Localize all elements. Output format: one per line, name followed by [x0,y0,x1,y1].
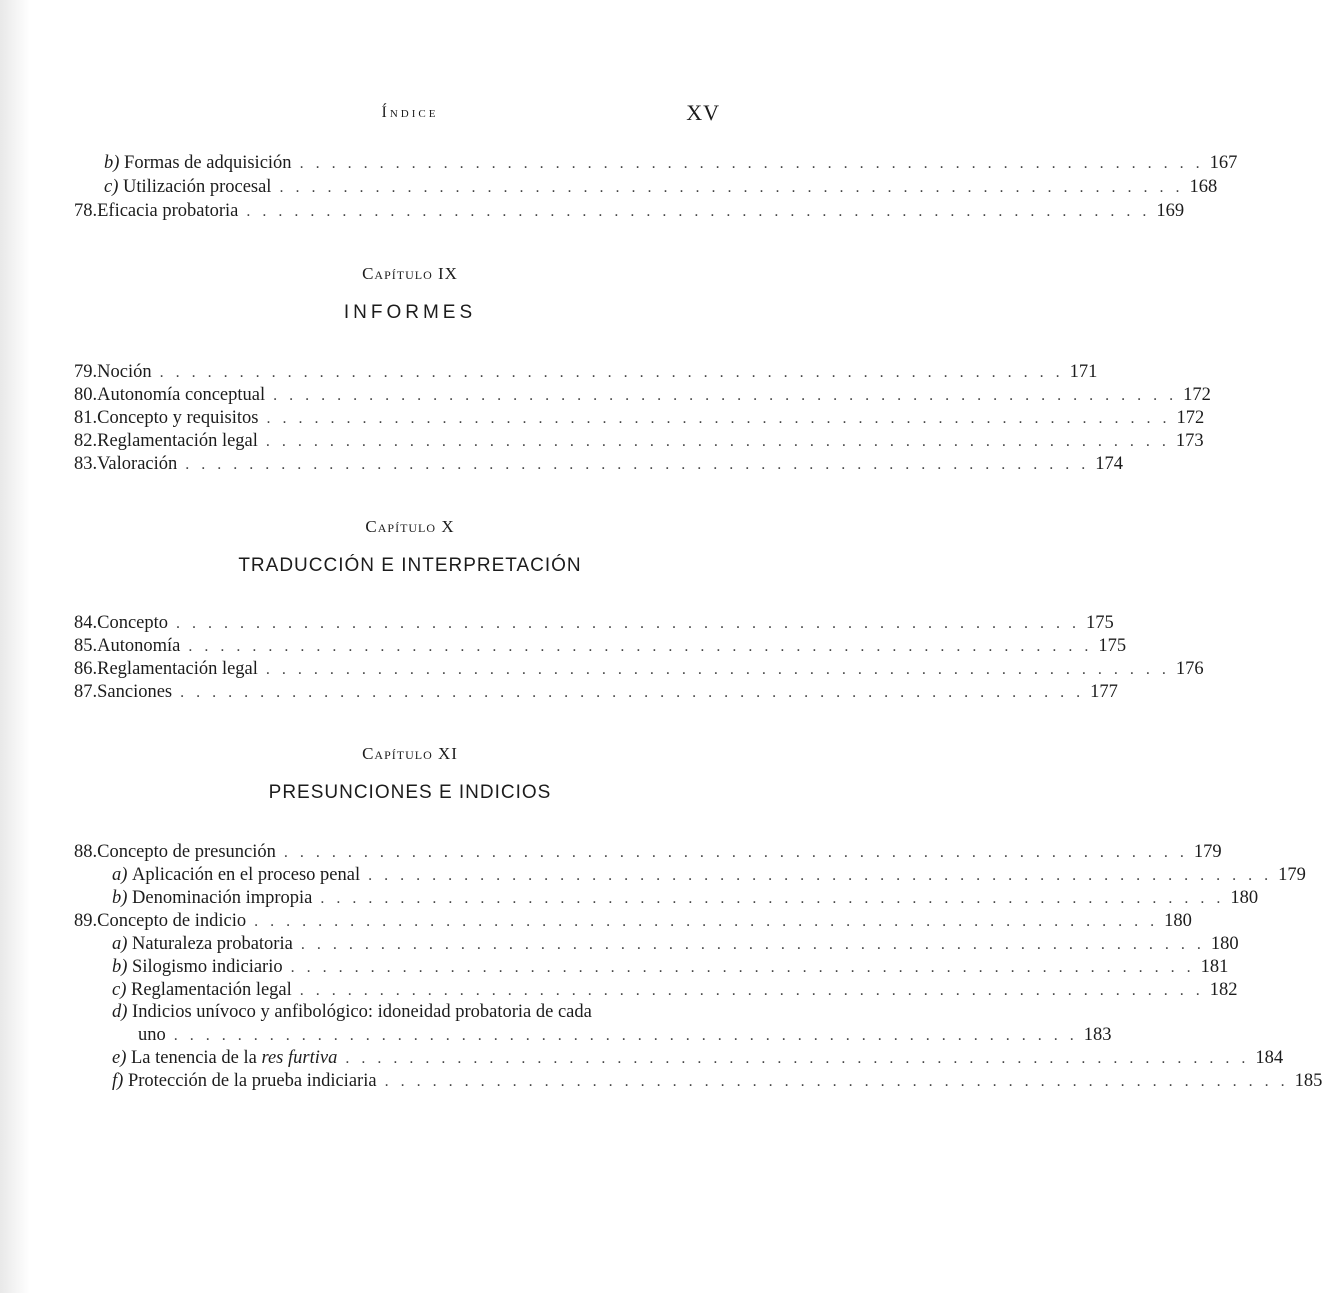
entry-text: Noción [97,362,152,382]
dot-leader: . . . . . . . . . . . . . . . . . . . . . . . . . . . . . . . . . . . . . . . . . . . . . . . . . . . . . . . . . [254,913,1159,930]
entry-text-italic: res furtiva [261,1048,338,1068]
dot-leader: . . . . . . . . . . . . . . . . . . . . . . . . . . . . . . . . . . . . . . . . . . . . . . . . . . . . . . . . . [265,661,1170,678]
entry-number: 82. [74,431,98,451]
entry-page: 179 [1278,865,1306,885]
dot-leader: . . . . . . . . . . . . . . . . . . . . . . . . . . . . . . . . . . . . . . . . . . . . . . . . . . . . . . . . . [188,638,1093,655]
dot-leader: . . . . . . . . . . . . . . . . . . . . . . . . . . . . . . . . . . . . . . . . . . . . . . . . . . . . . . . . . [185,456,1090,473]
dot-leader: . . . . . . . . . . . . . . . . . . . . . . . . . . . . . . . . . . . . . . . . . . . . . . . . . . . . . . . . . [299,982,1204,999]
dot-leader: . . . . . . . . . . . . . . . . . . . . . . . . . . . . . . . . . . . . . . . . . . . . . . . . . . . . . . . . . [283,844,1188,861]
entry-number: 78. [74,201,98,221]
entry-text: Autonomía [97,636,181,656]
chapter-label: Capítulo [365,517,437,536]
entry-text: Concepto de presunción [97,842,276,862]
toc-entry [112,1046,1284,1070]
entry-number: 81. [74,408,98,428]
entry-text: Concepto y requisitos [97,408,259,428]
dot-leader: . . . . . . . . . . . . . . . . . . . . . . . . . . . . . . . . . . . . . . . . . . . . . . . . . . . . . . . . . [279,179,1184,196]
toc-entry [74,199,1185,223]
entry-page: 180 [1164,911,1192,931]
entry-text: Valoración [97,454,178,474]
entry-page: 184 [1255,1048,1284,1068]
entry-text: Indicios unívoco y anfibológico: idoneidad probatoria de cada [132,1002,592,1022]
chapter-heading [0,744,820,764]
toc-entry [74,383,1211,407]
entry-text: Eficacia probatoria [97,201,239,221]
chapter-label: Capítulo [362,744,433,763]
entry-text: Reglamentación legal [97,659,258,679]
entry-text: Naturaleza probatoria [132,934,293,954]
entry-page: 177 [1090,682,1118,702]
entry-page: 180 [1210,934,1239,954]
toc-entry [138,1023,1112,1047]
entry-page: 175 [1098,636,1127,656]
entry-number: 87. [74,682,98,702]
toc-entry [74,429,1204,453]
entry-page: 174 [1095,454,1124,474]
toc-entry [74,611,1114,635]
entry-page: 167 [1209,153,1238,173]
chapter-label: Capítulo [362,264,433,283]
dot-leader: . . . . . . . . . . . . . . . . . . . . . . . . . . . . . . . . . . . . . . . . . . . . . . . . . . . . . . . . . [273,387,1178,404]
dot-leader: . . . . . . . . . . . . . . . . . . . . . . . . . . . . . . . . . . . . . . . . . . . . . . . . . . . . . . . . . [299,155,1204,172]
toc-entry [104,175,1218,199]
entry-number: 89. [74,911,98,931]
dot-leader: . . . . . . . . . . . . . . . . . . . . . . . . . . . . . . . . . . . . . . . . . . . . . . . . . . . . . . . . . [265,433,1170,450]
dot-leader: . . . . . . . . . . . . . . . . . . . . . . . . . . . . . . . . . . . . . . . . . . . . . . . . . . . . . . . . . [300,936,1205,953]
entry-letter: a) [112,934,128,954]
entry-letter: f) [112,1071,124,1091]
dot-leader: . . . . . . . . . . . . . . . . . . . . . . . . . . . . . . . . . . . . . . . . . . . . . . . . . . . . . . . . . [384,1073,1289,1090]
entry-text: Reglamentación legal [131,980,292,1000]
toc-entry [74,680,1118,704]
entry-text: Autonomía conceptual [97,385,266,405]
entry-page: 173 [1175,431,1204,451]
toc-entry [74,406,1205,430]
running-head-title: Índice [381,104,439,121]
entry-text: Sanciones [97,682,173,702]
entry-text: Concepto de indicio [97,911,247,931]
entry-page: 183 [1083,1025,1112,1045]
chapter-title: PRESUNCIONES E INDICIOS [268,782,552,803]
chapter-heading [0,517,820,537]
entry-number: 84. [74,613,98,633]
dot-leader: . . . . . . . . . . . . . . . . . . . . . . . . . . . . . . . . . . . . . . . . . . . . . . . . . . . . . . . . . [173,1027,1078,1044]
toc-entry [74,360,1098,384]
entry-letter: e) [112,1048,127,1068]
toc-entry [112,955,1229,979]
entry-text: Silogismo indiciario [132,957,283,977]
chapter-title: INFORMES [343,302,477,323]
toc-entry [112,863,1306,887]
entry-page: 169 [1156,201,1185,221]
chapter-roman: X [441,517,455,536]
entry-number: 83. [74,454,98,474]
running-head [0,100,820,130]
dot-leader: . . . . . . . . . . . . . . . . . . . . . . . . . . . . . . . . . . . . . . . . . . . . . . . . . . . . . . . . . [320,890,1225,907]
entry-page: 175 [1086,613,1114,633]
dot-leader: . . . . . . . . . . . . . . . . . . . . . . . . . . . . . . . . . . . . . . . . . . . . . . . . . . . . . . . . . [159,364,1064,381]
entry-number: 79. [74,362,98,382]
page-edge-shadow [0,0,30,1293]
entry-letter: b) [112,957,128,977]
entry-number: 86. [74,659,98,679]
entry-page: 171 [1069,362,1098,382]
entry-text: Reglamentación legal [97,431,258,451]
entry-letter: b) [104,153,120,173]
entry-page: 182 [1209,980,1238,1000]
entry-page: 172 [1183,385,1211,405]
chapter-roman: IX [437,264,458,283]
entry-text: Denominación impropia [132,888,313,908]
chapter-title: TRADUCCIÓN E INTERPRETACIÓN [238,555,582,576]
running-head-page-number: XV [686,100,720,125]
entry-letter: c) [112,980,127,1000]
entry-text: La tenencia de la [131,1048,257,1068]
entry-number: 80. [74,385,98,405]
dot-leader: . . . . . . . . . . . . . . . . . . . . . . . . . . . . . . . . . . . . . . . . . . . . . . . . . . . . . . . . . [180,684,1085,701]
entry-text: Protección de la prueba indiciaria [127,1071,377,1091]
chapter-roman: XI [437,744,458,763]
entry-page: 172 [1176,408,1205,428]
toc-entry [112,1069,1322,1093]
entry-text: Concepto [97,613,169,633]
toc-entry [74,657,1204,681]
entry-letter: a) [112,865,128,885]
entry-letter: c) [104,177,119,197]
chapter-heading [0,264,820,284]
toc-entry [74,634,1127,658]
entry-number: 88. [74,842,98,862]
entry-text: Aplicación en el proceso penal [132,865,361,885]
dot-leader: . . . . . . . . . . . . . . . . . . . . . . . . . . . . . . . . . . . . . . . . . . . . . . . . . . . . . . . . . [266,410,1171,427]
dot-leader: . . . . . . . . . . . . . . . . . . . . . . . . . . . . . . . . . . . . . . . . . . . . . . . . . . . . . . . . . [246,203,1151,220]
toc-entry [112,932,1239,956]
toc-entry [74,909,1192,933]
toc-entry-first-line [112,1000,592,1024]
dot-leader: . . . . . . . . . . . . . . . . . . . . . . . . . . . . . . . . . . . . . . . . . . . . . . . . . . . . . . . . . [345,1050,1250,1067]
toc-entry [112,886,1259,910]
dot-leader: . . . . . . . . . . . . . . . . . . . . . . . . . . . . . . . . . . . . . . . . . . . . . . . . . . . . . . . . . [176,615,1081,632]
entry-text-continuation: uno [138,1025,166,1045]
toc-entry [74,840,1222,864]
entry-text: Utilización procesal [123,177,272,197]
entry-page: 168 [1189,177,1218,197]
entry-text: Formas de adquisición [124,153,292,173]
dot-leader: . . . . . . . . . . . . . . . . . . . . . . . . . . . . . . . . . . . . . . . . . . . . . . . . . . . . . . . . . [290,959,1195,976]
toc-entry [74,452,1124,476]
entry-number: 85. [74,636,98,656]
toc-entry [104,151,1238,175]
entry-page: 179 [1193,842,1222,862]
entry-letter: b) [112,888,128,908]
entry-page: 185 [1294,1071,1322,1091]
entry-page: 181 [1200,957,1229,977]
toc-entry [112,978,1238,1002]
entry-page: 180 [1230,888,1259,908]
dot-leader: . . . . . . . . . . . . . . . . . . . . . . . . . . . . . . . . . . . . . . . . . . . . . . . . . . . . . . . . . [368,867,1273,884]
entry-letter: d) [112,1002,128,1022]
entry-page: 176 [1175,659,1204,679]
